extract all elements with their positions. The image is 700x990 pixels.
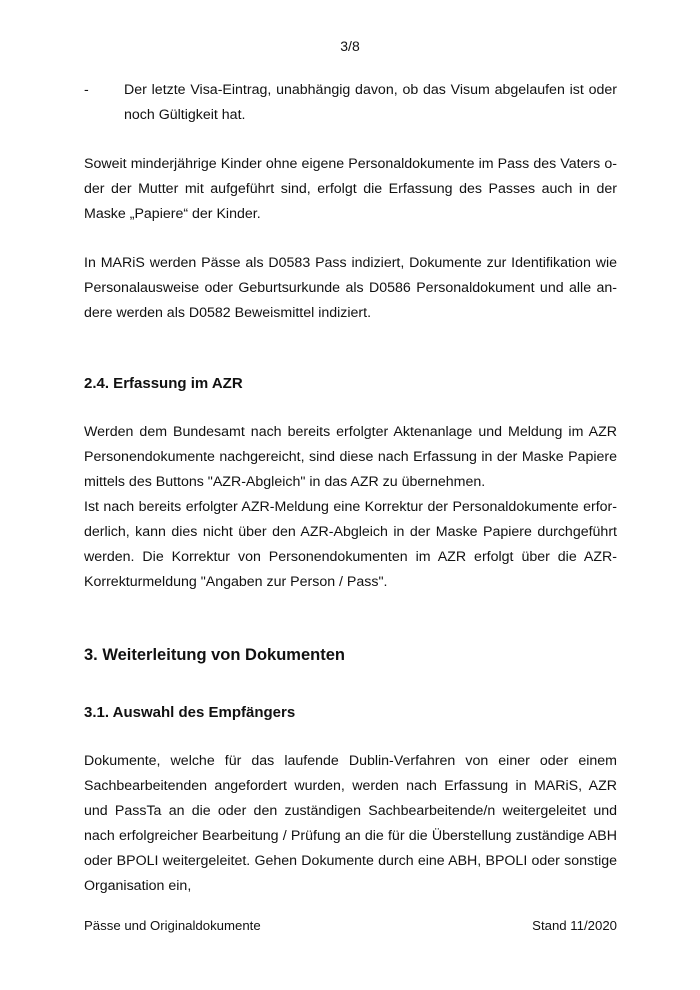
paragraph-azr-korrektur: Ist nach bereits erfolgter AZR-Meldung eine Korrektur der Personaldokumente erforderlich, kann dies nicht über den AZR-Abgleich in der Maske Papiere durchgeführt werden. Die Korrektur von Personendokumenten im AZR erfolgt über die AZR-Korrekturmeldung "Angaben zur Person / Pass". (84, 499, 617, 590)
heading-3-1: 3.1. Auswahl des Empfängers (84, 704, 296, 721)
paragraph-maris-indexing: In MARiS werden Pässe als D0583 Pass indiziert, Dokumente zur Identifikation wie Personalausweise oder Geburtsurkunde als D0586 Personaldokument und alle andere werden als D0582 Beweismittel indiziert. (84, 255, 617, 321)
paragraph-azr-abgleich: Werden dem Bundesamt nach bereits erfolgter Aktenanlage und Meldung im AZR Personendokumente nachgereicht, sind diese nach Erfassung in der Maske Papiere mittels des Buttons "AZR-Abgleich" in das AZR zu übernehmen. (84, 424, 617, 490)
page-number: 3/8 (340, 38, 360, 54)
heading-2-4: 2.4. Erfassung im AZR (84, 375, 243, 392)
footer-title: Pässe und Originaldokumente (84, 918, 261, 933)
bullet-item (84, 78, 617, 128)
heading-3: 3. Weiterleitung von Dokumenten (84, 646, 345, 664)
bullet-marker: - (84, 82, 89, 98)
paragraph-children-passport: Soweit minderjährige Kinder ohne eigene Personaldokumente im Pass des Vaters oder der Mutter mit aufgeführt sind, erfolgt die Erfassung des Passes auch in der Maske „Papiere“ der Kinder. (84, 156, 617, 222)
page-content (84, 78, 617, 899)
page-footer (84, 918, 617, 933)
bullet-text: Der letzte Visa-Eintrag, unabhängig davon, ob das Visum abgelaufen ist oder noch Gültigkeit hat. (124, 82, 617, 123)
paragraph-empfaenger: Dokumente, welche für das laufende Dublin-Verfahren von einer oder einem Sachbearbeitenden angefordert wurden, werden nach Erfassung in MARiS, AZR und PassTa an die oder den zuständigen Sachbearbeitende/n weitergeleitet und nach erfolgreicher Bearbeitung / Prüfung an die für die Überstellung zuständige ABH oder BPOLI weitergeleitet. Gehen Dokumente durch eine ABH, BPOLI oder sonstige Organisation ein, (84, 753, 617, 894)
footer-date: Stand 11/2020 (532, 918, 617, 933)
